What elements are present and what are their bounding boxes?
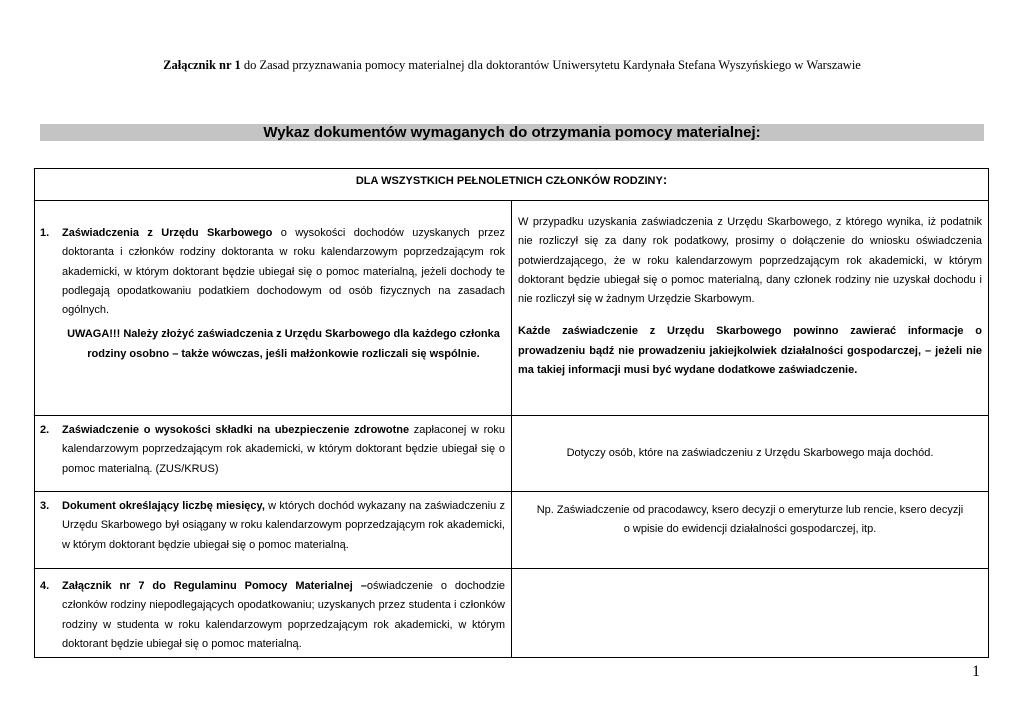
row-2-title: Zaświadczenie o wysokości składki na ubezpieczenie zdrowotne [62,424,410,436]
row-4-title: Załącznik nr 7 do Regulaminu Pomocy Materialnej – [62,580,367,592]
row-3-description [62,497,505,555]
row-3-note-line-2: o wpisie do ewidencji działalności gospodarczej, itp. [623,523,877,536]
table-header-label: DLA WSZYSTKICH PEŁNOLETNICH CZŁONKÓW RODZINY [355,175,663,187]
row-1-warning: UWAGA!!! Należy złożyć zaświadczenia z Urzędu Skarbowego dla każdego członka rodziny osobno – także wówczas, jeśli małżonkowie rozliczali się wspólnie. [67,328,500,360]
table-row [35,416,989,492]
row-2-note: Dotyczy osób, które na zaświadczeniu z Urzędu Skarbowego maja dochód. [566,446,934,459]
row-2-description [62,421,505,479]
row-4-right-cell [512,569,989,658]
row-3-title: Dokument określający liczbę miesięcy, [62,500,265,512]
page-number: 1 [972,663,980,680]
row-1-text: o wysokości dochodów uzyskanych przez doktoranta i członków rodziny doktoranta w roku kalendarzowym poprzedzającym rok akademicki, w którym doktorant będzie ubiegał się o pomoc materialną, jeżeli dochody te podlegają opodatkowaniu podatkiem dochodowym od osób fizycznych na zasadach ogólnych. [62,227,506,317]
row-1-note-bold: Każde zaświadczenie z Urzędu Skarbowego powinno zawierać informacje o prowadzeniu bądź nie prowadzeniu jakiejkolwiek działalności gospodarczej, – jeżeli nie ma takiej informacji musi być wydane dodatkowe zaświadczenie. [518,325,982,377]
row-4-text: oświadczenie o dochodzie członków rodziny niepodlegających opodatkowaniu; uzyskanych przez studenta i członków rodziny w studenta w roku kalendarzowym poprzedzającym rok akademicki, w którym doktorant będzie ubiegał się o pomoc materialną. [62,580,506,650]
row-1-title: Zaświadczenia z Urzędu Skarbowego [62,227,273,239]
header-text: do Zasad przyznawania pomocy materialnej dla doktorantów Uniwersytetu Kardynała Stefana Wyszyńskiego w Warszawie [240,58,861,72]
row-4-number: 4. [40,580,50,592]
row-3-number: 3. [40,500,50,512]
table-row [35,201,989,416]
row-1-item [40,224,505,320]
row-1-number: 1. [40,227,50,239]
row-2-item [40,421,505,479]
row-2-right-cell [512,416,989,492]
table-row [35,569,989,658]
row-2-number: 2. [40,424,50,436]
documents-table [34,168,989,658]
row-3-item [40,497,505,555]
table-header-colon: : [662,172,668,187]
row-4-left-cell [35,569,512,658]
row-1-right-cell [512,201,989,416]
document-header [0,58,1024,73]
row-2-text: zapłaconej w roku kalendarzowym poprzedzającym rok akademicki, w którym doktorant będzie ubiegał się o pomoc materialną. (ZUS/KRUS) [62,424,505,475]
row-1-description [62,224,505,320]
row-4-description [62,577,505,654]
attachment-label: Załącznik nr 1 [163,58,241,72]
row-2-left-cell [35,416,512,492]
table-header-cell [35,169,989,201]
table-header-row [35,169,989,201]
row-1-note: W przypadku uzyskania zaświadczenia z Urzędu Skarbowego, z którego wynika, iż podatnik nie rozliczył się za dany rok podatkowy, prosimy o dołączenie do wniosku oświadczenia potwierdzającego, że w roku kalendarzowym poprzedzającym rok akademicki, w którym doktorant będzie ubiegał się o pomoc materialną, dany członek rodziny nie uzyskał dochodu i nie rozliczył się w żadnym Urzędzie Skarbowym. [518,216,982,306]
row-3-right-cell [512,492,989,569]
row-1-left-cell [35,201,512,416]
row-3-note-line-1: Np. Zaświadczenie od pracodawcy, ksero decyzji o emeryturze lub rencie, ksero decyzji [536,504,964,516]
row-4-item [40,577,505,654]
page-title: Wykaz dokumentów wymaganych do otrzymania pomocy materialnej: [40,124,984,141]
table-row [35,492,989,569]
row-3-left-cell [35,492,512,569]
row-3-text: w których dochód wykazany na zaświadczeniu z Urzędu Skarbowego był osiągany w roku kalendarzowym poprzedzającym rok akademicki, w którym doktorant będzie ubiegał się o pomoc materialną. [62,500,505,551]
